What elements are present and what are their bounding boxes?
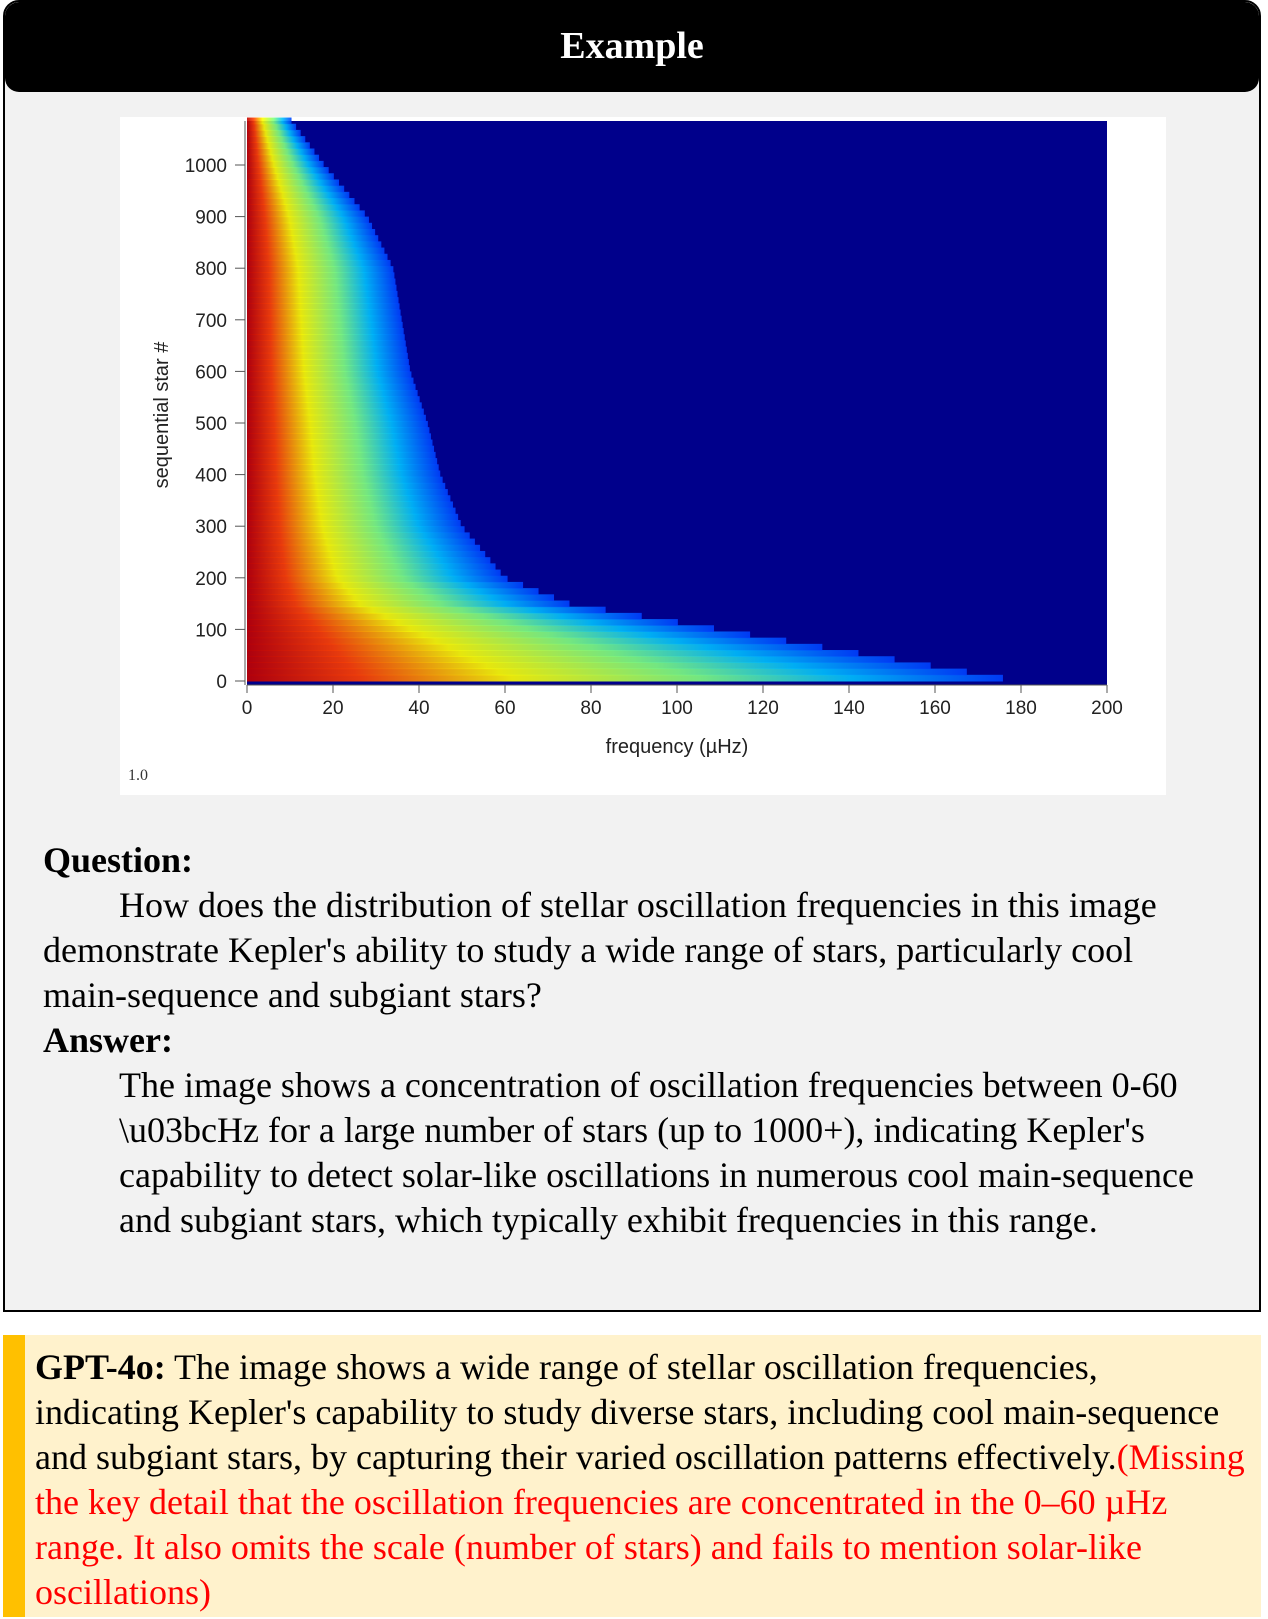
heat-row [247, 241, 381, 248]
heat-row [247, 644, 822, 651]
heat-row [247, 179, 339, 186]
model-response [35, 1345, 1250, 1615]
heat-row [247, 514, 458, 521]
heat-row [247, 619, 678, 626]
heat-row [247, 464, 439, 471]
heat-row [247, 650, 858, 657]
heat-row [247, 576, 508, 583]
heat-row [247, 210, 365, 217]
version-label: 1.0 [128, 767, 148, 784]
x-tick-label: 160 [919, 698, 951, 719]
heat-row [247, 192, 349, 199]
heat-row [247, 161, 324, 168]
heat-row [247, 402, 422, 409]
heat-row [247, 458, 437, 465]
y-tick-label: 600 [195, 362, 227, 384]
heat-row [247, 322, 403, 329]
heat-row [247, 260, 391, 267]
heat-row [247, 588, 539, 595]
heat-row [247, 136, 305, 143]
heat-row [247, 638, 786, 645]
y-tick-label: 400 [195, 465, 227, 487]
heat-row [247, 508, 456, 515]
heat-row [247, 155, 319, 162]
y-tick-label: 700 [195, 310, 227, 332]
heat-row [247, 483, 445, 490]
heat-row [247, 675, 1003, 682]
answer-text: The image shows a concentration of oscillation frequencies between 0-60 \u03bcHz for a large number of stars (up to 1000+), indicating Kepler's capability to detect solar-like oscillations in numerous cool main-sequence and subgiant stars, which typically exhibit frequencies in this range. [119, 1065, 1194, 1240]
heat-row [247, 340, 406, 347]
heat-row [247, 217, 369, 224]
heat-row [247, 316, 402, 323]
y-axis-label: sequential star # [151, 341, 173, 489]
model-critique: (Missing the key detail that the oscillation frequencies are concentrated in the 0–60 µHz range. It also omits the scale (number of stars) and fails to mention solar-like oscillations) [35, 1437, 1245, 1612]
y-tick-label: 200 [195, 568, 227, 590]
question-label: Question: [43, 840, 194, 880]
heat-row [247, 662, 931, 669]
heat-row [247, 489, 448, 496]
heat-row [247, 421, 428, 428]
heat-row [247, 409, 424, 416]
heat-row [247, 118, 292, 125]
y-tick-label: 500 [195, 414, 227, 435]
heat-row [247, 594, 554, 601]
heat-row [247, 297, 399, 304]
heat-row [247, 477, 443, 484]
y-tick-label: 0 [216, 672, 227, 693]
heat-row [247, 130, 301, 137]
heat-row [247, 452, 436, 459]
heat-row [247, 285, 396, 292]
heat-row [247, 631, 750, 638]
heat-row [247, 371, 411, 378]
heat-row [247, 669, 967, 676]
heat-row [247, 433, 431, 440]
x-tick-label: 100 [661, 698, 693, 719]
heat-row [247, 415, 426, 422]
heat-row [247, 347, 407, 354]
heat-row [247, 148, 314, 155]
heat-row [247, 545, 480, 552]
heat-row [247, 353, 408, 360]
x-tick-label: 180 [1005, 698, 1037, 719]
heat-row [247, 501, 453, 508]
x-tick-label: 20 [322, 698, 344, 719]
heat-row [247, 656, 895, 663]
heatmap-chart [120, 117, 1166, 795]
heat-row [247, 291, 398, 298]
heat-row [247, 223, 372, 230]
heat-row [247, 557, 490, 564]
heat-row [247, 365, 410, 372]
heat-row [247, 328, 404, 335]
x-tick-label: 200 [1091, 698, 1123, 719]
heat-row [247, 142, 310, 149]
heat-row [247, 303, 400, 310]
heat-row [247, 470, 440, 477]
heat-row [247, 173, 334, 180]
heat-row [247, 204, 360, 211]
heat-row [247, 582, 523, 589]
x-tick-label: 140 [833, 698, 865, 719]
heat-row [247, 526, 465, 533]
qa-section [43, 838, 1223, 1243]
heat-row [247, 390, 418, 397]
heat-row [247, 186, 344, 193]
heat-row [247, 440, 433, 447]
heat-row [247, 334, 405, 341]
x-axis-label: frequency (µHz) [605, 736, 749, 758]
x-tick-label: 80 [580, 698, 602, 719]
model-response-box [3, 1335, 1261, 1617]
chart-figure [120, 117, 1166, 795]
answer-label: Answer: [43, 1020, 173, 1060]
model-label: GPT-4o: [35, 1347, 166, 1387]
heat-row [247, 235, 378, 242]
heat-row [247, 124, 296, 131]
heat-row [247, 248, 384, 255]
question-text: How does the distribution of stellar oscillation frequencies in this image demonstrate Kepler's ability to study a wide range of stars, particularly cool main-sequence and subgiant stars? [43, 885, 1157, 1015]
card-title: Example [560, 25, 704, 67]
heat-row [247, 396, 420, 403]
heat-row [247, 625, 714, 632]
heat-row [247, 266, 393, 273]
heat-row [247, 446, 434, 453]
heat-row [247, 570, 501, 577]
heat-row [247, 613, 642, 620]
card-header [5, 2, 1259, 92]
heat-row [247, 563, 496, 570]
heat-row [247, 272, 394, 279]
heat-row [247, 229, 375, 236]
x-tick-label: 60 [494, 698, 516, 719]
heat-row [247, 539, 475, 546]
heat-row [247, 378, 413, 385]
heat-row [247, 601, 570, 608]
model-answer: The image shows a wide range of stellar oscillation frequencies, indicating Kepler's capability to study diverse stars, including cool main-sequence and subgiant stars, by capturing their varied oscillation patterns effectively. [35, 1347, 1220, 1477]
y-tick-label: 800 [195, 259, 227, 281]
heat-row [247, 254, 388, 261]
heat-row [247, 495, 450, 502]
heat-row [247, 551, 485, 558]
y-tick-label: 1000 [184, 156, 227, 177]
heat-row [247, 279, 395, 286]
heat-row [247, 359, 409, 366]
heat-row [247, 384, 416, 391]
heat-row [247, 607, 606, 614]
heat-row [247, 198, 355, 205]
heat-row [247, 309, 401, 316]
heat-row [247, 520, 461, 527]
heat-row [247, 427, 429, 434]
y-tick-label: 300 [195, 517, 227, 539]
example-card [3, 0, 1261, 1312]
heat-row [247, 532, 470, 539]
y-tick-label: 100 [195, 620, 227, 642]
x-tick-label: 120 [747, 698, 779, 719]
x-tick-label: 40 [408, 698, 430, 719]
x-tick-label: 0 [241, 698, 253, 719]
y-tick-label: 900 [195, 207, 227, 229]
heat-row [247, 167, 329, 174]
